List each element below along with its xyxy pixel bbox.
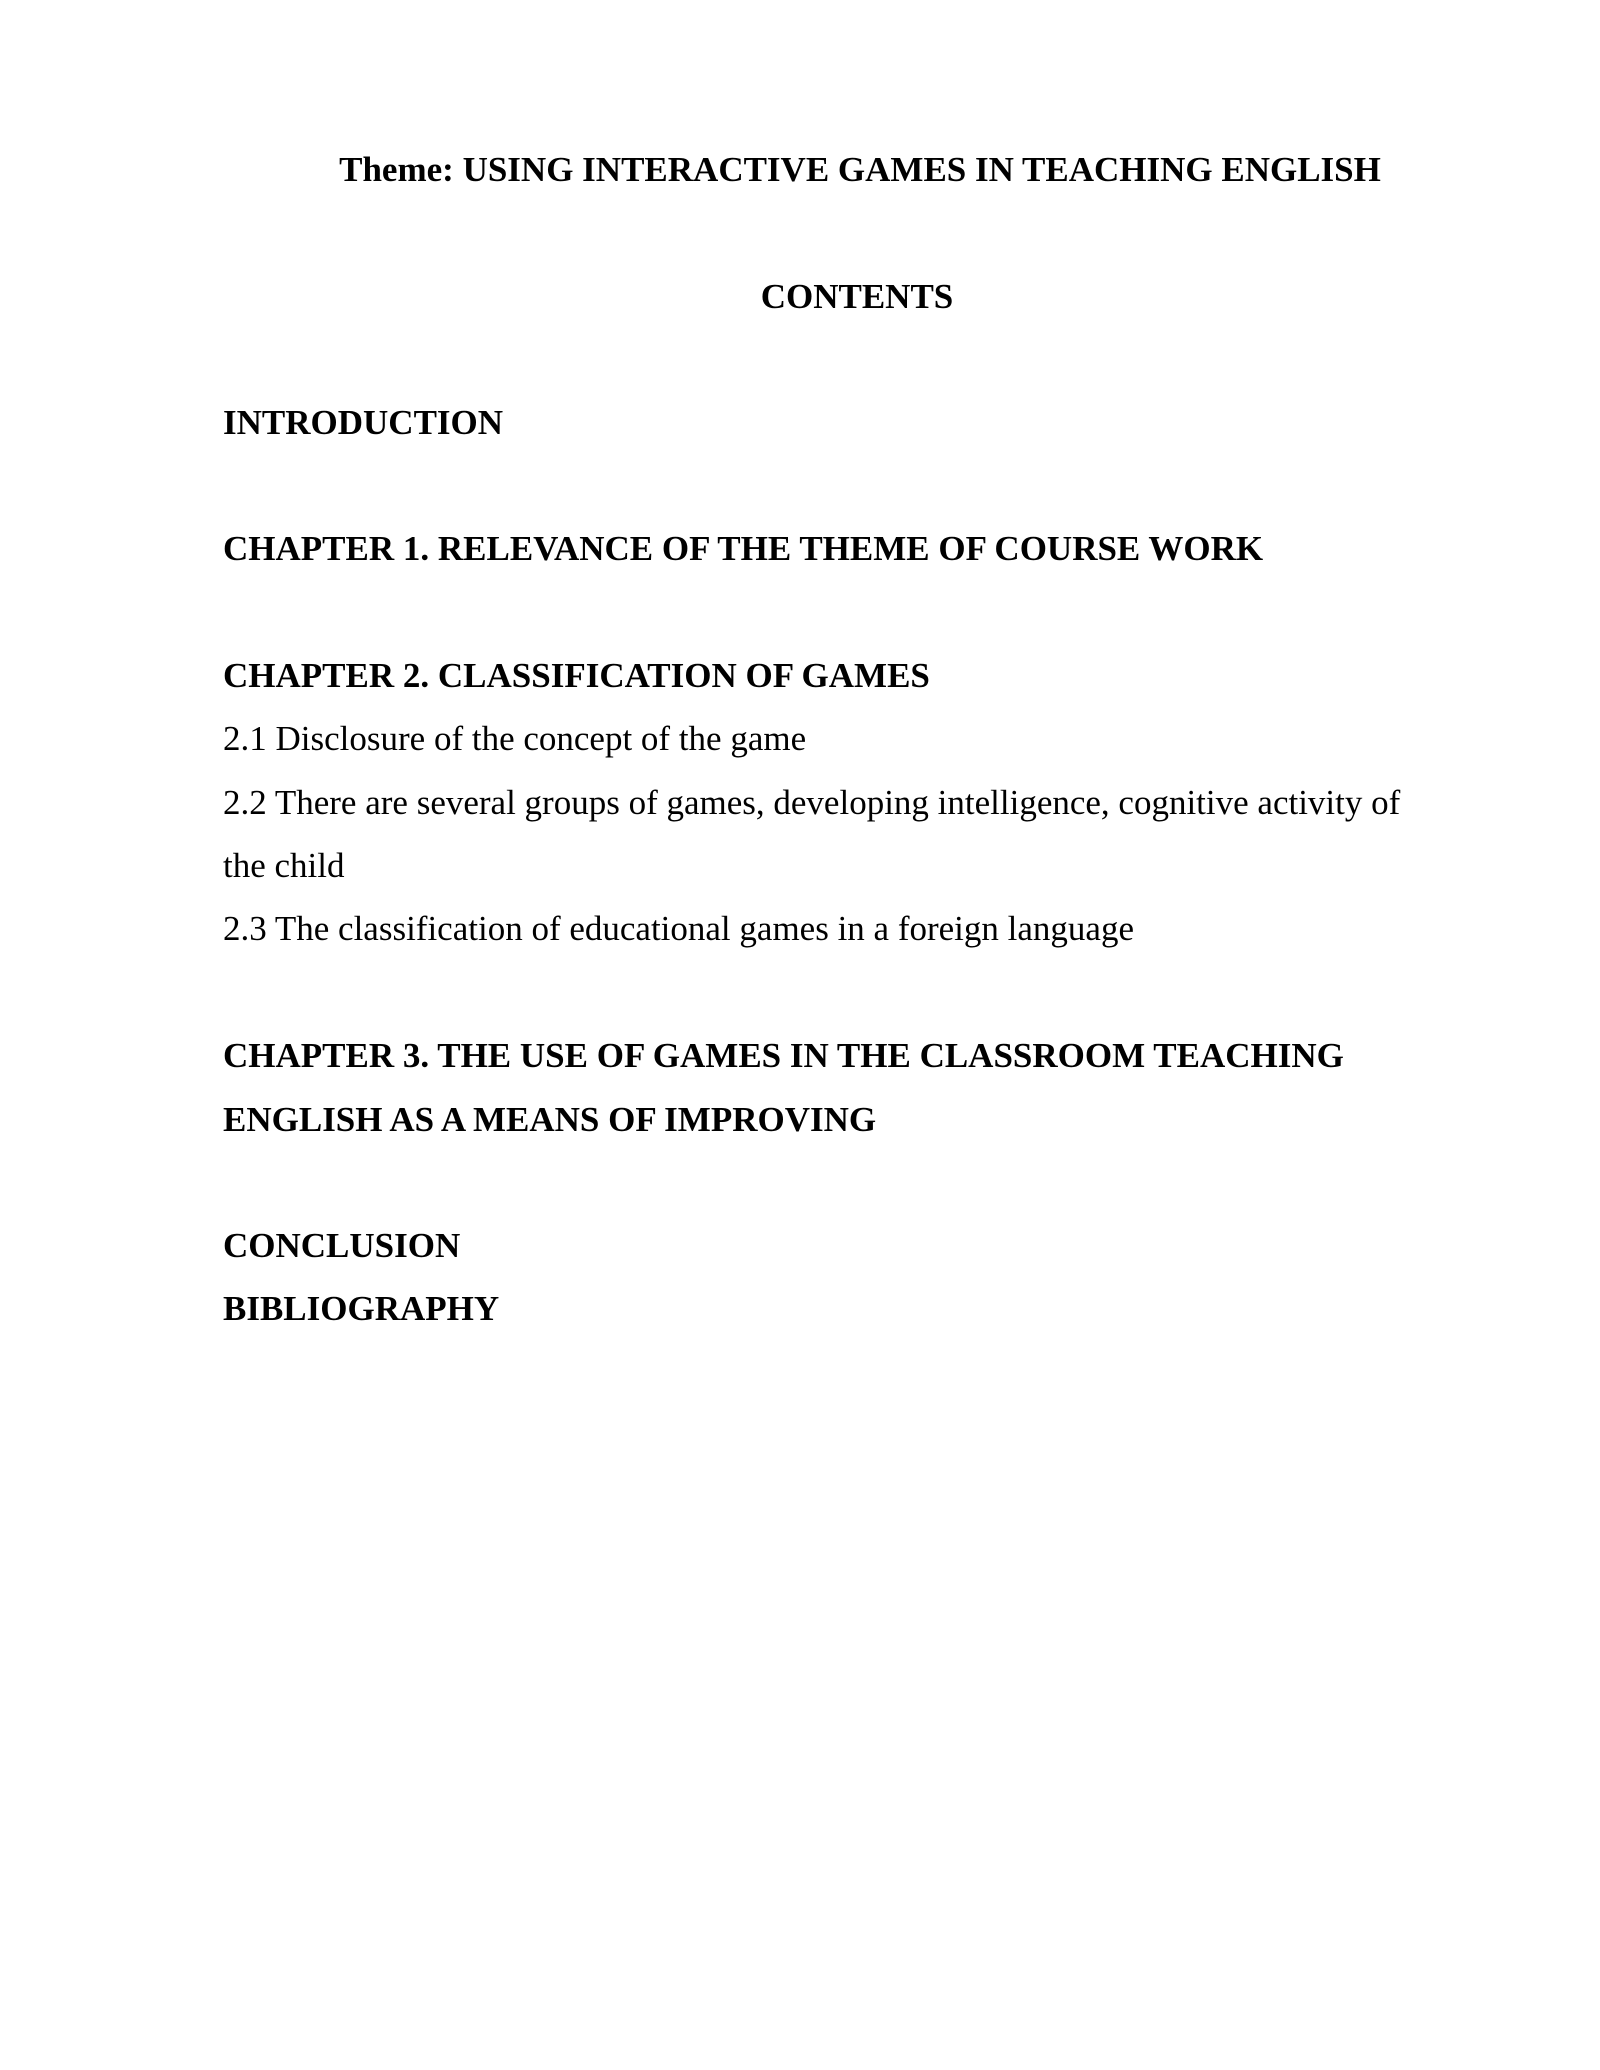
toc-chapter-2: CHAPTER 2. CLASSIFICATION OF GAMES xyxy=(223,656,930,695)
toc-chapter-1: CHAPTER 1. RELEVANCE OF THE THEME OF COURSE WORK xyxy=(223,529,1264,568)
toc-conclusion: CONCLUSION xyxy=(223,1226,461,1265)
toc-section-2-2: 2.2 There are several groups of games, developing intelligence, cognitive activity of xyxy=(223,783,1401,822)
toc-introduction: INTRODUCTION xyxy=(223,403,504,442)
theme-heading: Theme: USING INTERACTIVE GAMES IN TEACHING ENGLISH xyxy=(339,150,1381,189)
toc-section-2-1: 2.1 Disclosure of the concept of the game xyxy=(223,719,807,758)
toc-section-2-2-continued: the child xyxy=(223,846,345,885)
contents-heading: CONTENTS xyxy=(760,277,954,316)
toc-chapter-3-line-1: CHAPTER 3. THE USE OF GAMES IN THE CLASSROOM TEACHING xyxy=(223,1036,1344,1075)
toc-bibliography: BIBLIOGRAPHY xyxy=(223,1289,500,1328)
toc-chapter-3-line-2: ENGLISH AS A MEANS OF IMPROVING xyxy=(223,1100,877,1139)
toc-section-2-3: 2.3 The classification of educational games in a foreign language xyxy=(223,909,1134,948)
